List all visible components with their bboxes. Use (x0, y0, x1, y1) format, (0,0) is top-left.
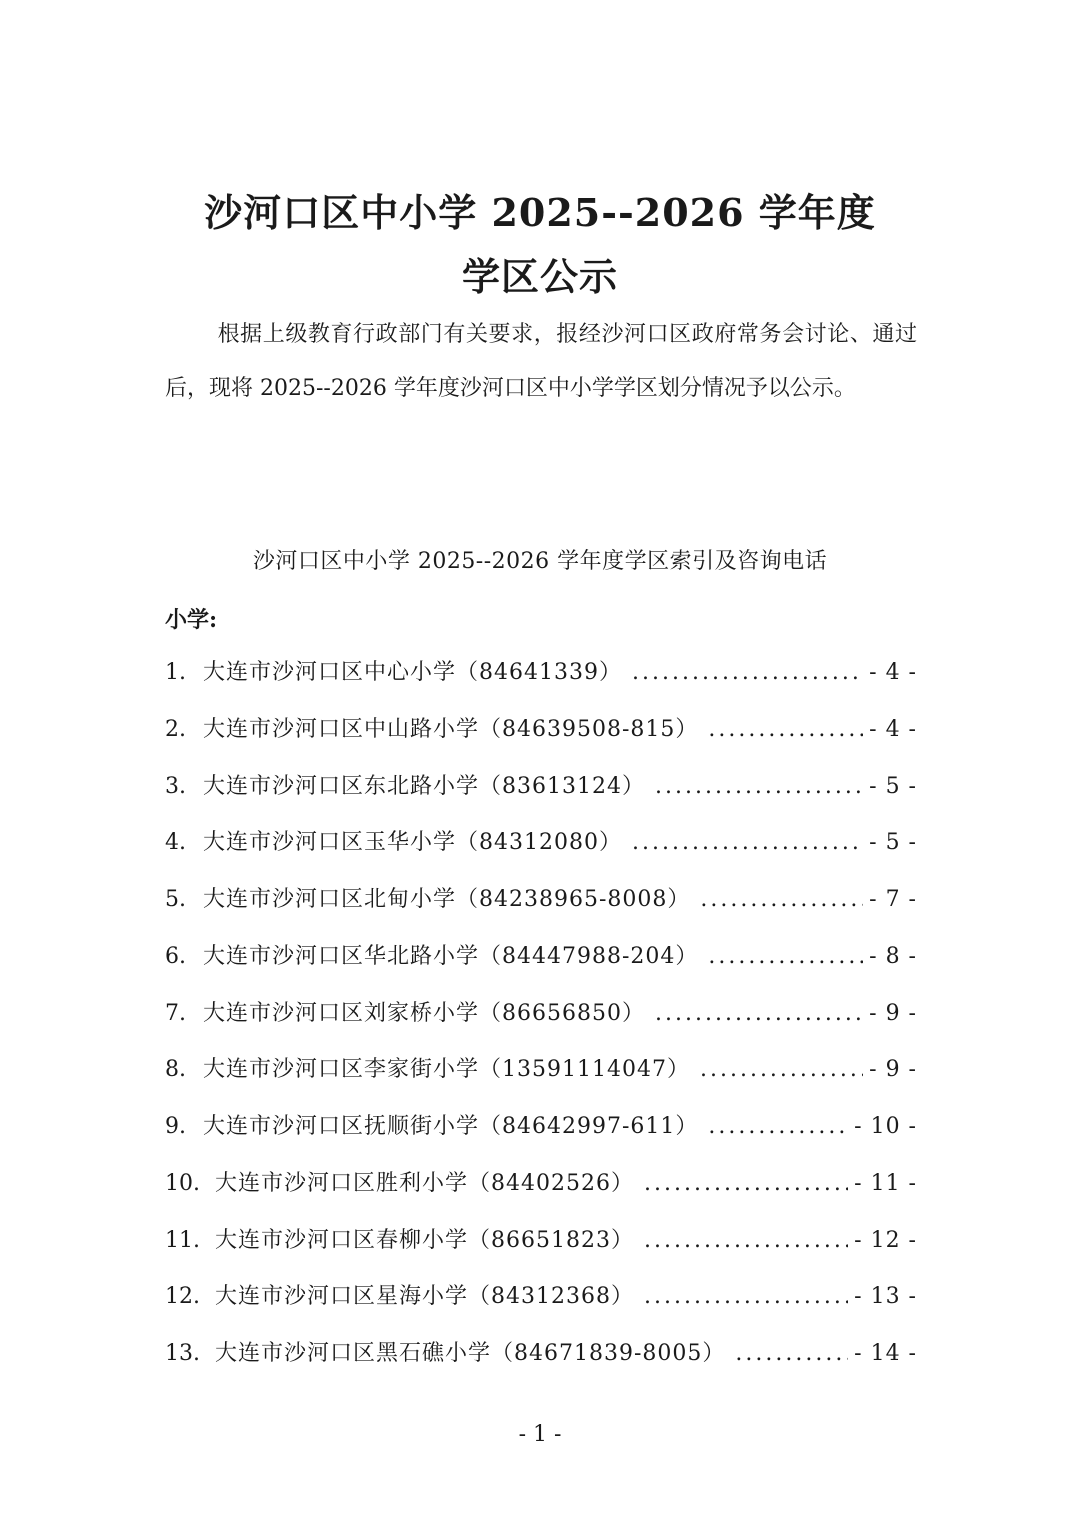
toc-entry-page: - 7 - (869, 887, 917, 912)
toc-entry-phone: （86656850） (479, 1000, 645, 1026)
intro-paragraph (165, 308, 917, 416)
toc-entry[interactable] (165, 1281, 917, 1338)
toc-entry[interactable] (165, 1111, 917, 1168)
toc-entry-number: 6. (165, 943, 186, 969)
toc-entry-school-name: 大连市沙河口区抚顺街小学 (203, 1114, 480, 1139)
toc-entry-phone: （84238965-8008） (456, 887, 691, 912)
toc-entry-school-name: 大连市沙河口区李家街小学 (203, 1057, 480, 1083)
toc-entry-school-name: 大连市沙河口区玉华小学 (203, 830, 457, 856)
table-of-contents (165, 657, 917, 1395)
toc-entry-school-name: 大连市沙河口区华北路小学 (203, 943, 480, 969)
toc-entry-page: - 13 - (854, 1284, 917, 1310)
document-title-line1: 沙河口区中小学 2025--2026 学年度 (204, 190, 876, 235)
toc-entry-number: 5. (165, 887, 186, 912)
toc-entry-page: - 5 - (869, 830, 917, 856)
toc-entry-page: - 8 - (869, 943, 917, 969)
toc-entry-leader-dots (655, 771, 863, 803)
toc-entry-phone: （84641339） (456, 660, 622, 685)
toc-entry-leader-dots (700, 884, 863, 916)
toc-entry-number: 3. (165, 773, 186, 799)
toc-entry-number: 2. (165, 716, 186, 742)
toc-entry-school-name: 大连市沙河口区黑石礁小学 (215, 1341, 492, 1366)
toc-entry-number: 1. (165, 660, 186, 685)
toc-entry[interactable] (165, 998, 917, 1055)
toc-entry[interactable] (165, 771, 917, 828)
toc-entry-phone: （86651823） (468, 1227, 634, 1253)
toc-entry-leader-dots (632, 827, 863, 859)
toc-entry-leader-dots (708, 1111, 848, 1143)
index-title: 沙河口区中小学 2025--2026 学年度学区索引及咨询电话 (252, 549, 828, 574)
toc-entry-page: - 9 - (869, 1000, 917, 1026)
toc-entry[interactable] (165, 1168, 917, 1225)
toc-entry-school-name: 大连市沙河口区星海小学 (215, 1284, 469, 1310)
toc-entry-phone: （84671839-8005） (491, 1341, 726, 1366)
toc-entry-page: - 11 - (854, 1170, 917, 1196)
toc-entry-school-name: 大连市沙河口区胜利小学 (215, 1170, 469, 1196)
toc-entry-number: 10. (165, 1170, 200, 1196)
toc-entry-leader-dots (632, 657, 863, 689)
toc-entry-school-name: 大连市沙河口区中心小学 (203, 660, 457, 685)
toc-entry-number: 12. (165, 1284, 200, 1310)
toc-entry-leader-dots (644, 1168, 848, 1200)
toc-entry-page: - 9 - (869, 1057, 917, 1083)
toc-entry-school-name: 大连市沙河口区中山路小学 (203, 716, 480, 742)
toc-entry-page: - 5 - (869, 773, 917, 799)
toc-entry-school-name: 大连市沙河口区东北路小学 (203, 773, 480, 799)
toc-entry-phone: （84402526） (468, 1170, 634, 1196)
toc-entry-leader-dots (655, 998, 863, 1030)
toc-entry-number: 8. (165, 1057, 186, 1083)
intro-text: 根据上级教育行政部门有关要求，报经沙河口区政府常务会讨论、通过后，现将 2025--2026 学年度沙河口区中小学学区划分情况予以公示。 (165, 322, 917, 401)
toc-entry-page: - 14 - (854, 1341, 917, 1366)
toc-entry[interactable] (165, 1054, 917, 1111)
toc-entry-number: 9. (165, 1114, 186, 1139)
toc-entry-leader-dots (708, 714, 863, 746)
toc-entry-page: - 4 - (869, 660, 917, 685)
toc-entry-leader-dots (735, 1338, 848, 1370)
toc-entry-school-name: 大连市沙河口区北甸小学 (203, 887, 457, 912)
toc-entry-leader-dots (644, 1225, 848, 1257)
toc-entry-number: 4. (165, 830, 186, 856)
toc-entry-phone: （84639508-815） (479, 716, 699, 742)
toc-entry-school-name: 大连市沙河口区刘家桥小学 (203, 1000, 480, 1026)
toc-entry-school-name: 大连市沙河口区春柳小学 (215, 1227, 469, 1253)
toc-entry-phone: （84642997-611） (479, 1114, 699, 1139)
toc-entry-phone: （84312368） (468, 1284, 634, 1310)
toc-entry[interactable] (165, 1338, 917, 1395)
toc-entry-number: 13. (165, 1341, 200, 1366)
toc-entry[interactable] (165, 884, 917, 941)
toc-entry-number: 11. (165, 1227, 200, 1253)
toc-entry[interactable] (165, 1225, 917, 1282)
toc-entry-phone: （84447988-204） (479, 943, 699, 969)
document-title-line2: 学区公示 (461, 254, 618, 299)
toc-entry-phone: （13591114047） (479, 1057, 690, 1083)
toc-entry[interactable] (165, 827, 917, 884)
toc-entry-leader-dots (644, 1281, 848, 1313)
toc-entry-number: 7. (165, 1000, 186, 1026)
toc-entry-leader-dots (700, 1054, 863, 1086)
toc-entry[interactable] (165, 941, 917, 998)
toc-entry[interactable] (165, 714, 917, 771)
toc-entry-page: - 4 - (869, 716, 917, 742)
toc-entry-leader-dots (708, 941, 863, 973)
toc-entry-phone: （83613124） (479, 773, 645, 799)
section-heading-primary-schools: 小学: (165, 607, 218, 633)
toc-entry-page: - 10 - (854, 1114, 917, 1139)
toc-entry-page: - 12 - (854, 1227, 917, 1253)
page-number: - 1 - (518, 1422, 562, 1447)
toc-entry[interactable] (165, 657, 917, 714)
toc-entry-phone: （84312080） (456, 830, 622, 856)
